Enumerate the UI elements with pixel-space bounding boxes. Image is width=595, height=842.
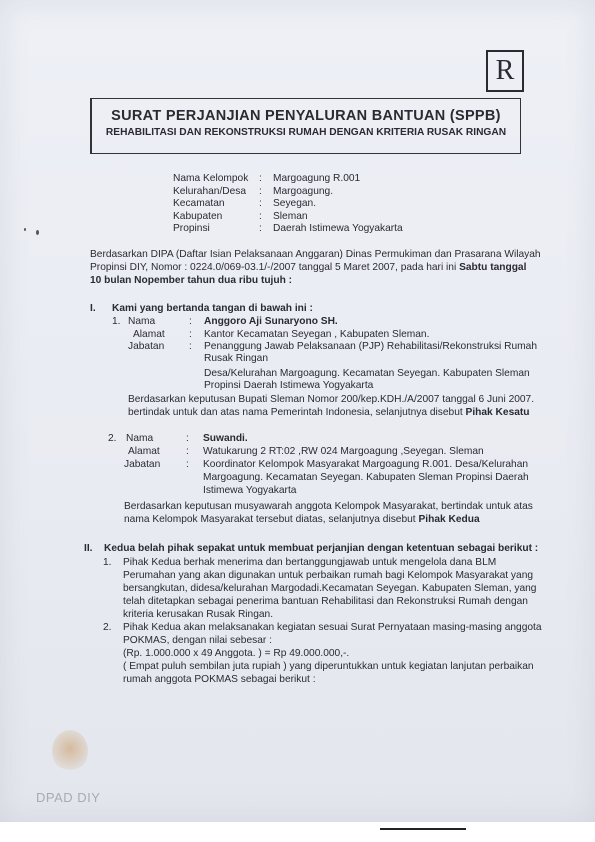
party-2-jabatan-2: Margoagung. Kecamatan Seyegan. Kabupaten Sleman Propinsi Daerah xyxy=(203,472,529,483)
party-2-alamat-label: Alamat xyxy=(128,446,160,457)
item-2-line-2: POKMAS, dengan nilai sebesar : xyxy=(123,635,272,646)
kecamatan-value: Seyegan. xyxy=(273,198,317,209)
item-2-line-1: Pihak Kedua akan melaksanakan kegiatan sesuai Surat Pernyataan masing-masing anggota xyxy=(123,622,542,633)
section-2-heading: Kedua belah pihak sepakat untuk membuat perjanjian dengan ketentuan sebagai berikut : xyxy=(104,543,539,554)
item-2-number: 2. xyxy=(103,622,112,633)
intro-day: Sabtu tanggal xyxy=(459,262,527,273)
pihak-kesatu: Pihak Kesatu xyxy=(465,407,530,418)
kelompok-value: Margoagung R.001 xyxy=(273,173,361,184)
party-1-nama: Anggoro Aji Sunaryono SH. xyxy=(204,316,338,327)
desa-value: Margoagung. xyxy=(273,185,334,197)
intro-line-1: Berdasarkan DIPA (Daftar Isian Pelaksanaan Anggaran) Dinas Permukiman dan Prasarana Wilayah xyxy=(90,249,541,260)
party-1-jabatan-3: Desa/Kelurahan Margoagung. Kecamatan Seyegan. Kabupaten Sleman xyxy=(204,368,530,379)
group-info xyxy=(173,173,403,236)
party-1-jabatan-2: Rusak Ringan xyxy=(204,353,268,364)
corner-letter-box: R xyxy=(486,50,524,92)
intro-line-2 xyxy=(90,262,526,275)
document-title: SURAT PERJANJIAN PENYALURAN BANTUAN (SPPB) xyxy=(111,108,501,124)
party-1-basis-2-text: bertindak untuk dan atas nama Pemerintah Indonesia, selanjutnya disebut xyxy=(128,407,466,418)
party-1-basis-1: Berdasarkan keputusan Bupati Sleman Nomor 200/kep.KDH./A/2007 tanggal 6 Juni 2007. xyxy=(128,394,535,405)
item-1-line-3: bersangkutan, didesa/kelurahan Margodadi.Kecamatan Seyegan. Kabupaten Sleman, yang xyxy=(123,583,537,594)
footer-rule xyxy=(380,828,466,830)
item-1-line-1: Pihak Kedua berhak menerima dan bertanggungjawab untuk mengelola dana BLM xyxy=(123,557,497,568)
party-1-number: 1. xyxy=(112,316,121,327)
party-2-basis-2 xyxy=(124,514,480,527)
sep: : xyxy=(189,316,192,327)
desa-label: Kelurahan/Desa xyxy=(173,185,247,197)
title-box xyxy=(90,98,521,154)
archive-watermark: DPAD DIY xyxy=(36,790,101,805)
item-2-line-5: rumah anggota POKMAS sebagai berikut : xyxy=(123,674,316,685)
kecamatan-label: Kecamatan xyxy=(173,198,225,209)
intro-line-3: 10 bulan Nopember tahun dua ribu tujuh : xyxy=(90,275,293,286)
party-2-jabatan-label: Jabatan xyxy=(124,459,161,470)
item-2-line-4: ( Empat puluh sembilan juta rupiah ) yang diperuntukkan untuk kegiatan lanjutan perbaikan xyxy=(123,661,534,672)
intro-line-2-text: Propinsi DIY, Nomor : 0224.0/069-03.1/-/2007 tanggal 5 Maret 2007, pada hari ini xyxy=(90,262,460,273)
party-1-jabatan-1: Penanggung Jawab Pelaksanaan (PJP) Rehabilitasi/Rekonstruksi Rumah xyxy=(204,341,537,352)
sep: : xyxy=(186,446,189,457)
section-1-number: I. xyxy=(90,303,96,314)
kabupaten-label: Kabupaten xyxy=(173,210,223,222)
pihak-kedua: Pihak Kedua xyxy=(418,514,480,525)
kabupaten-value: Sleman xyxy=(273,210,308,222)
propinsi-value: Daerah Istimewa Yogyakarta xyxy=(273,223,403,234)
faded-seal-logo xyxy=(52,730,88,772)
party-1-alamat: Kantor Kecamatan Seyegan , Kabupaten Sleman. xyxy=(204,329,430,340)
party-2-number: 2. xyxy=(108,433,117,444)
item-1-line-4: telah ditetapkan sebagai penerima bantuan Rehabilitasi dan Rekonstruksi Rumah dengan xyxy=(123,596,528,607)
item-1-line-5: kriteria kerusakan Rusak Ringan. xyxy=(123,609,274,620)
party-1-basis-2 xyxy=(128,407,530,420)
sep: : xyxy=(189,329,192,340)
kelompok-label: Nama Kelompok xyxy=(173,173,249,184)
document-subtitle: REHABILITASI DAN REKONSTRUKSI RUMAH DENGAN KRITERIA RUSAK RINGAN xyxy=(105,127,507,138)
sep: : xyxy=(259,210,262,222)
item-1-number: 1. xyxy=(103,557,112,568)
item-1-line-2: Perumahan yang akan digunakan untuk perbaikan rumah bagi Kelompok Masyarakat yang xyxy=(123,570,534,581)
paper-speck xyxy=(36,230,39,235)
party-1-jabatan-4: Propinsi Daerah Istimewa Yogyakarta xyxy=(204,380,374,391)
section-1-heading: Kami yang bertanda tangan di bawah ini : xyxy=(112,303,313,314)
paper-speck xyxy=(24,228,26,231)
item-2-line-3: (Rp. 1.000.000 x 49 Anggota. ) = Rp 49.000.000,-. xyxy=(123,648,350,659)
party-2-basis-1: Berdasarkan keputusan musyawarah anggota Kelompok Masyarakat, bertindak untuk atas xyxy=(124,501,533,512)
party-2-jabatan-1: Koordinator Kelompok Masyarakat Margoagung R.001. Desa/Kelurahan xyxy=(203,459,529,470)
party-1-jabatan-label: Jabatan xyxy=(128,341,165,352)
section-2-number: II. xyxy=(84,543,93,554)
party-2-jabatan-3: Istimewa Yogyakarta xyxy=(203,485,297,496)
propinsi-label: Propinsi xyxy=(173,223,210,234)
sep: : xyxy=(259,185,262,197)
party-1-alamat-label: Alamat xyxy=(133,329,165,340)
party-2-basis-2-text: nama Kelompok Masyarakat tersebut diatas, selanjutnya disebut xyxy=(124,514,419,525)
sep: : xyxy=(186,459,189,470)
party-2-alamat: Watukarung 2 RT:02 ,RW 024 Margoagung ,Seyegan. Sleman xyxy=(203,446,484,457)
party-1-nama-label: Nama xyxy=(128,316,156,327)
sep: : xyxy=(259,198,262,209)
sep: : xyxy=(259,223,262,234)
sep: : xyxy=(189,341,192,352)
party-2-nama-label: Nama xyxy=(126,433,154,444)
party-2-nama: Suwandi. xyxy=(203,433,248,444)
sep: : xyxy=(186,433,189,444)
sep: : xyxy=(259,173,262,184)
